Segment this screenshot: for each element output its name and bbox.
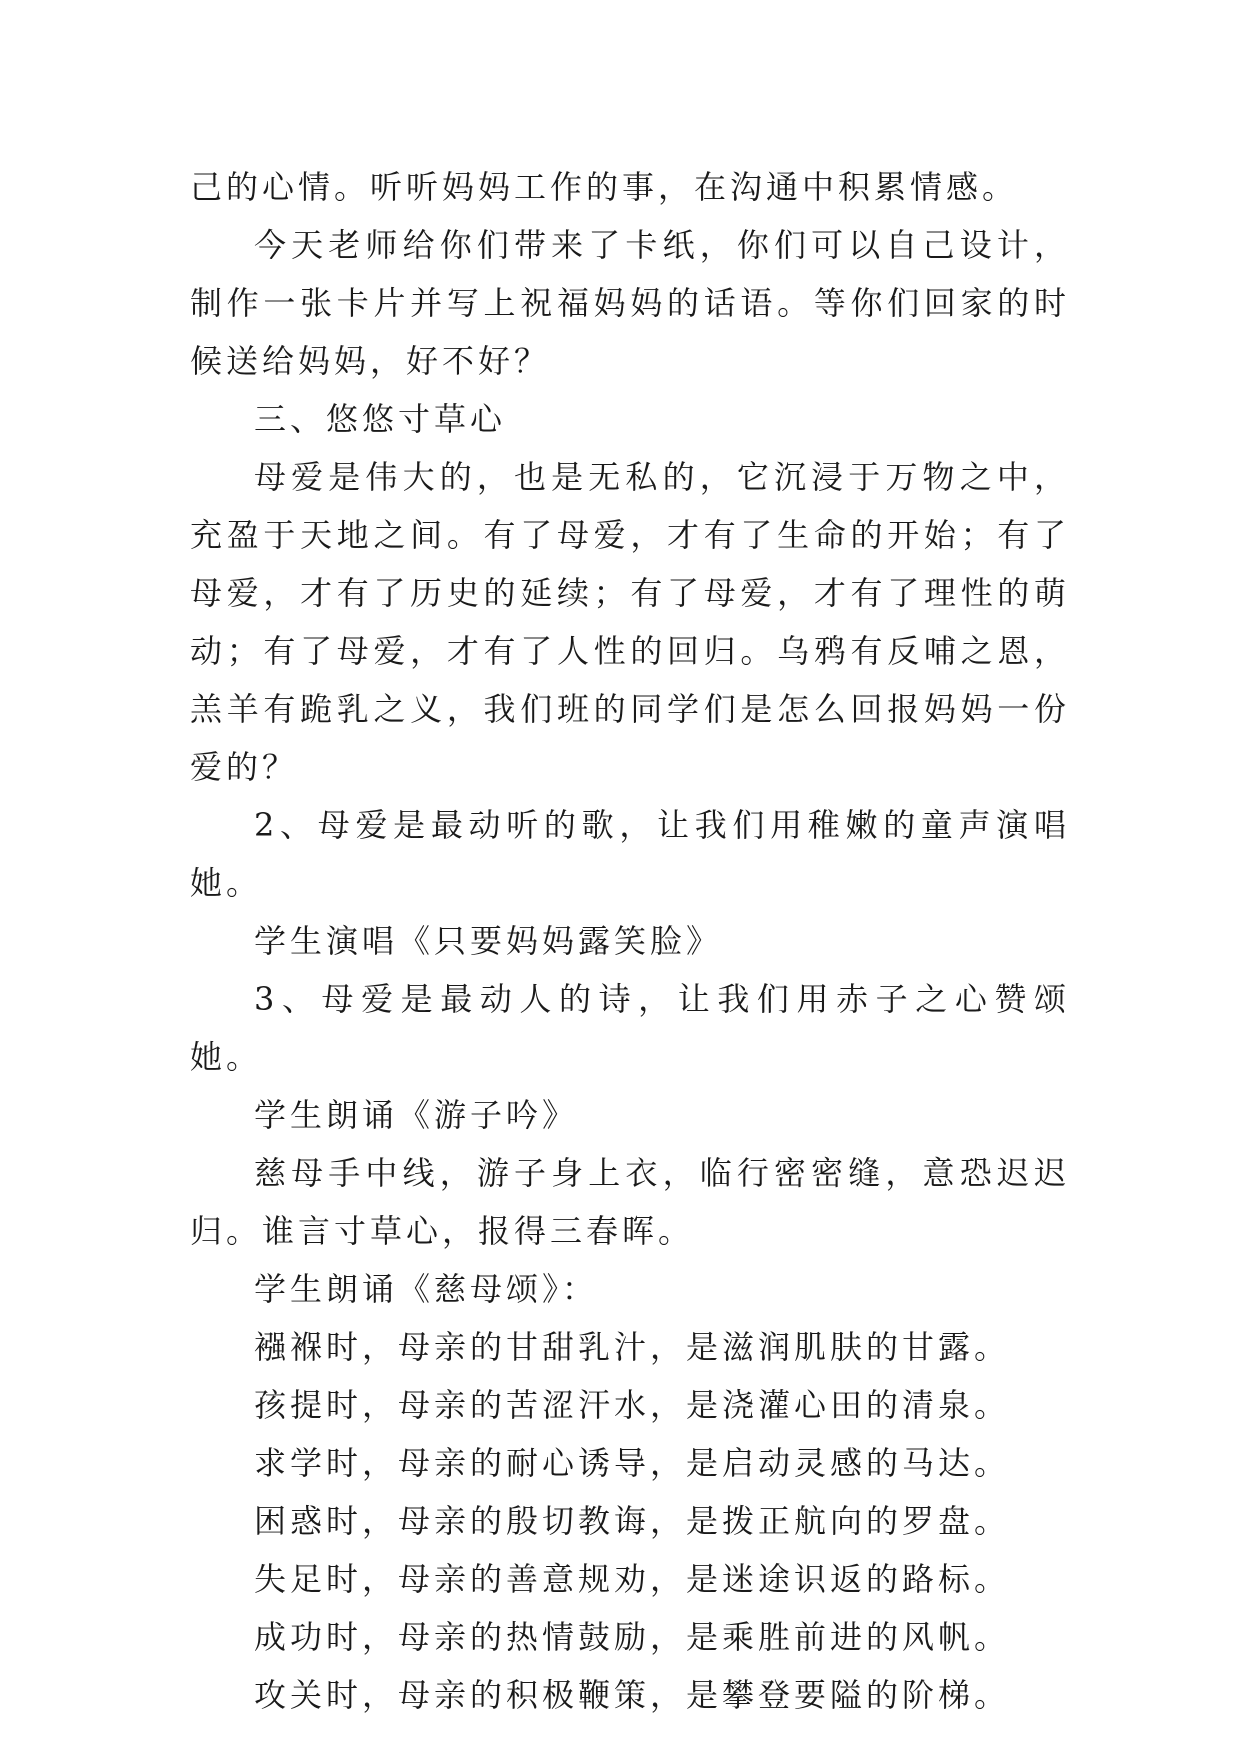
poem-line: 攻关时，母亲的积极鞭策，是攀登要隘的阶梯。 [254, 1676, 1011, 1714]
paragraph: 学生朗诵《游子吟》 [254, 1096, 579, 1134]
poem-line: 求学时，母亲的耐心诱导，是启动灵感的马达。 [254, 1444, 1011, 1482]
poem-line: 襁褓时，母亲的甘甜乳汁，是滋润肌肤的甘露。 [254, 1328, 1011, 1366]
poem-paragraph: 慈母手中线，游子身上衣，临行密密缝，意恐迟迟归。谁言寸草心，报得三春晖。 [190, 1154, 1070, 1250]
poem-line: 成功时，母亲的热情鼓励，是乘胜前进的风帆。 [254, 1618, 1011, 1656]
document-body [190, 158, 1070, 1724]
paragraph: 学生演唱《只要妈妈露笑脸》 [254, 922, 723, 960]
poem-line: 失足时，母亲的善意规劝，是迷途识返的路标。 [254, 1560, 1011, 1598]
paragraph: 2、母爱是最动听的歌，让我们用稚嫩的童声演唱她。 [190, 806, 1070, 902]
paragraph: 3、母爱是最动人的诗，让我们用赤子之心赞颂她。 [190, 980, 1070, 1076]
paragraph: 母爱是伟大的，也是无私的，它沉浸于万物之中，充盈于天地之间。有了母爱，才有了生命的开始；有了母爱，才有了历史的延续；有了母爱，才有了理性的萌动；有了母爱，才有了人性的回归。乌鸦有反哺之恩，羔羊有跪乳之义，我们班的同学们是怎么回报妈妈一份爱的？ [190, 458, 1070, 786]
poem-line: 困惑时，母亲的殷切教诲，是拨正航向的罗盘。 [254, 1502, 1011, 1540]
paragraph: 今天老师给你们带来了卡纸，你们可以自己设计，制作一张卡片并写上祝福妈妈的话语。等你们回家的时候送给妈妈，好不好？ [190, 226, 1070, 380]
poem-line: 孩提时，母亲的苦涩汗水，是浇灌心田的清泉。 [254, 1386, 1011, 1424]
paragraph: 学生朗诵《慈母颂》： [254, 1270, 599, 1308]
section-heading: 三、悠悠寸草心 [254, 400, 507, 438]
paragraph: 己的心情。听听妈妈工作的事，在沟通中积累情感。 [190, 168, 1019, 206]
